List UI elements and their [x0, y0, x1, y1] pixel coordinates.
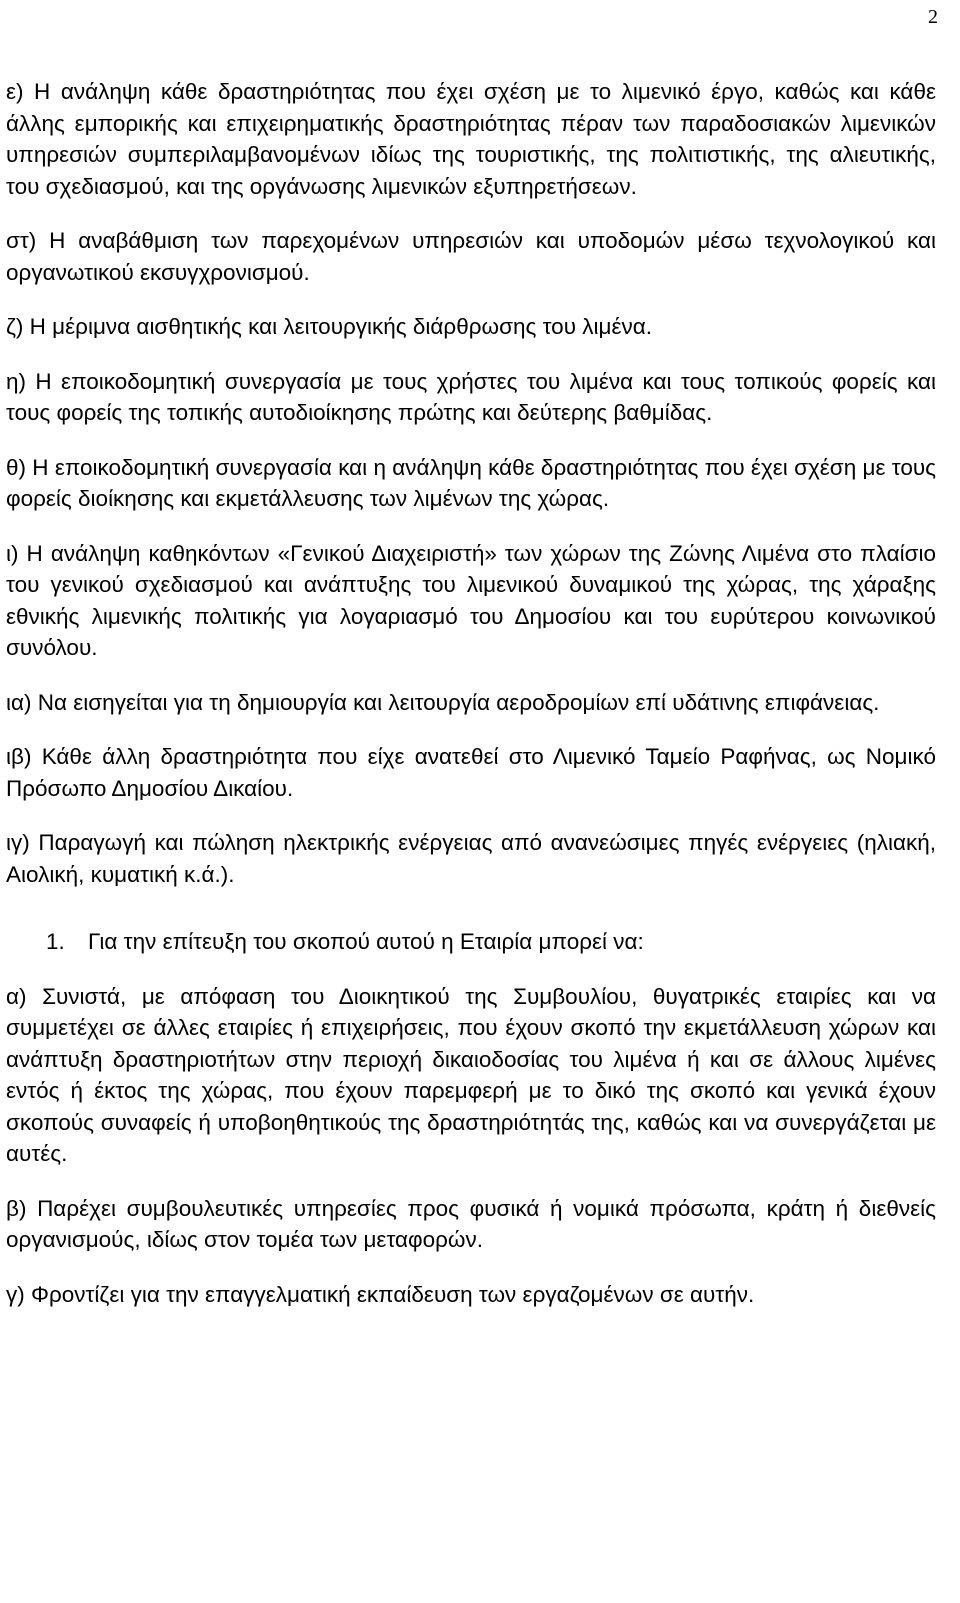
- page-number: 2: [928, 6, 938, 28]
- document-body: [6, 76, 936, 1333]
- numbered-item-number: 1.: [46, 929, 65, 954]
- paragraph-h: η) Η εποικοδομητική συνεργασία με τους χρήστες του λιμένα και τους τοπικούς φορείς και τους φορείς της τοπικής αυτοδιοίκησης πρώτης και δεύτερης βαθμίδας.: [6, 368, 936, 425]
- subparagraph-b: β) Παρέχει συμβουλευτικές υπηρεσίες προς φυσικά ή νομικά πρόσωπα, κράτη ή διεθνείς οργανισμούς, ιδίως στον τομέα των μεταφορών.: [6, 1195, 936, 1252]
- numbered-item-text: Για την επίτευξη του σκοπού αυτού η Εταιρία μπορεί να:: [88, 929, 644, 954]
- paragraph-ig: ιγ) Παραγωγή και πώληση ηλεκτρικής ενέργειας από ανανεώσιμες πηγές ενέργειες (ηλιακή, Αιολική, κυματική κ.ά.).: [6, 830, 936, 887]
- subparagraph-g: γ) Φροντίζει για την επαγγελματική εκπαίδευση των εργαζομένων σε αυτήν.: [6, 1281, 755, 1307]
- paragraph-i: ι) Η ανάληψη καθηκόντων «Γενικού Διαχειριστή» των χώρων της Ζώνης Λιμένα στο πλαίσιο του γενικού σχεδιασμού και ανάπτυξης του λιμενικού δυναμικού της χώρας, της χάραξης εθνικής λιμενικής πολιτικής για λογαριασμό του Δημοσίου και του ευρύτερου κοινωνικού συνόλου.: [6, 540, 936, 660]
- paragraph-e: ε) Η ανάληψη κάθε δραστηριότητας που έχει σχέση με το λιμενικό έργο, καθώς και κάθε άλλης εμπορικής και επιχειρηματικής δραστηριότητας πέραν των παραδοσιακών λιμενικών υπηρεσιών συμπεριλαμβανομένων ιδίως της τουριστικής, της πολιτιστικής, της αλιευτικής, του σχεδιασμού, και της οργάνωσης λιμενικών εξυπηρετήσεων.: [6, 79, 936, 199]
- paragraph-st: στ) Η αναβάθμιση των παρεχομένων υπηρεσιών και υποδομών μέσω τεχνολογικού και οργανωτικού εκσυγχρονισμού.: [6, 228, 936, 285]
- paragraph-ia: ια) Να εισηγείται για τη δημιουργία και λειτουργία αεροδρομίων επί υδάτινης επιφάνειας.: [6, 689, 880, 715]
- paragraph-z: ζ) Η μέριμνα αισθητικής και λειτουργικής διάρθρωσης του λιμένα.: [6, 314, 652, 339]
- subparagraph-a: α) Συνιστά, με απόφαση του Διοικητικού της Συμβουλίου, θυγατρικές εταιρίες και να συμμετέχει σε άλλες εταιρίες ή επιχειρήσεις, που έχουν σκοπό την εκμετάλλευση χώρων και ανάπτυξη δραστηριοτήτων στην περιοχή δικαιοδοσίας του λιμένα ή και σε άλλους λιμένες εντός ή έκτος της χώρας, που έχουν παρεμφερή με το δικό της σκοπό και γενικά έχουν σκοπούς συναφείς ή υποβοηθητικούς της δραστηριότητάς της, καθώς και να συνεργάζεται με αυτές.: [6, 983, 936, 1166]
- numbered-item-1: [6, 926, 936, 958]
- paragraph-th: θ) Η εποικοδομητική συνεργασία και η ανάληψη κάθε δραστηριότητας που έχει σχέση με τους φορείς διοίκησης και εκμετάλλευσης των λιμένων της χώρας.: [6, 454, 936, 511]
- paragraph-ib: ιβ) Κάθε άλλη δραστηριότητα που είχε ανατεθεί στο Λιμενικό Ταμείο Ραφήνας, ως Νομικό Πρόσωπο Δημοσίου Δικαίου.: [6, 744, 936, 801]
